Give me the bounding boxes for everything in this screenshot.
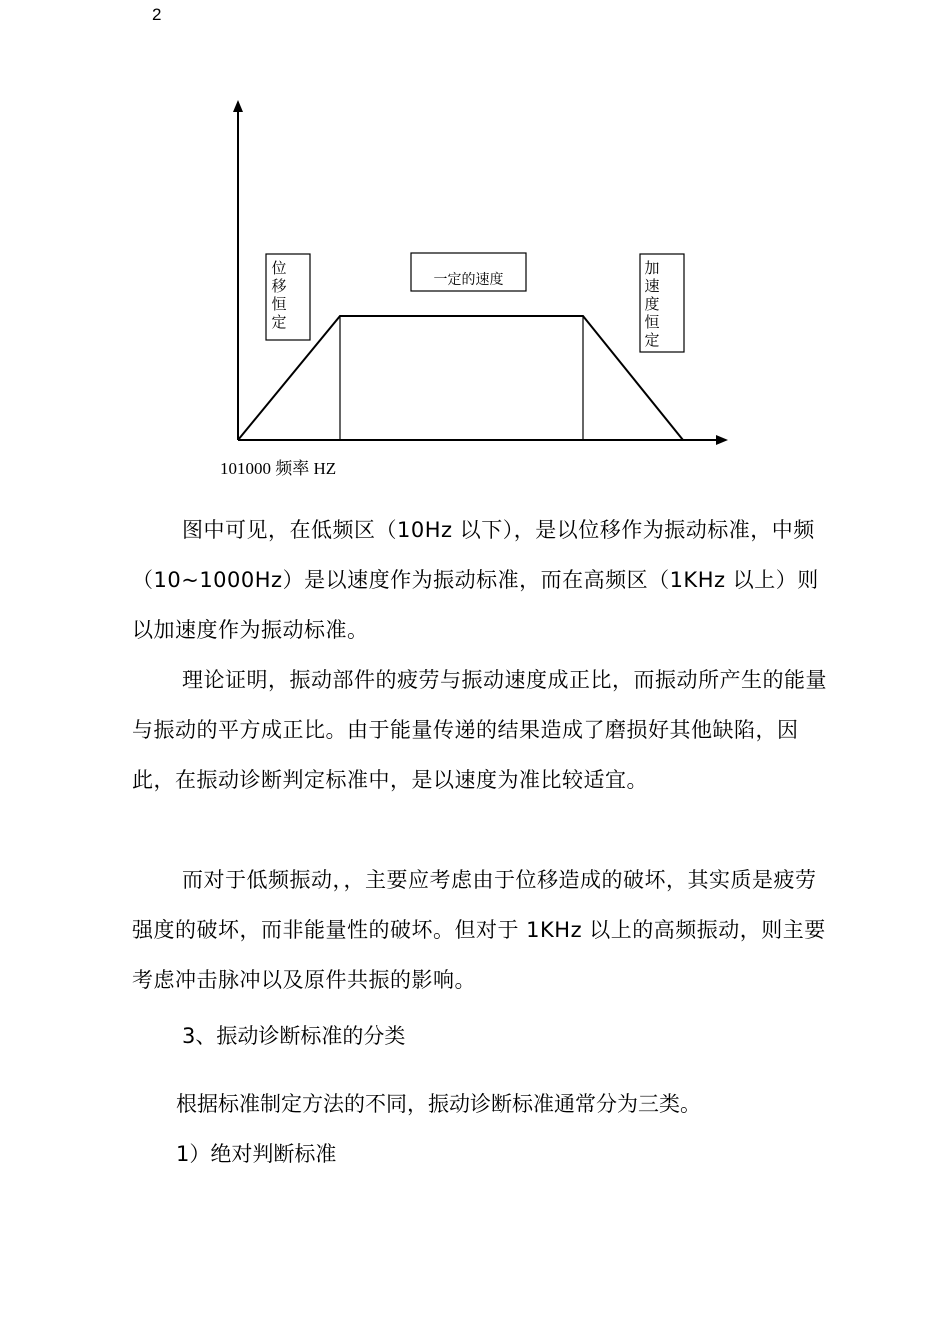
acceleration-label: 加 速 度 恒 定	[644, 259, 660, 349]
paragraph-low-frequency: 而对于低频振动，，主要应考虑由于位移造成的破坏，其实质是疲劳强度的破坏，而非能量性的破坏。但对于 1KHz 以上的高频振动，则主要考虑冲击脉冲以及原件共振的影响。	[132, 868, 826, 992]
list-item-absolute-standard: 1）绝对判断标准	[176, 1142, 337, 1166]
paragraph-theory: 理论证明，振动部件的疲劳与振动速度成正比，而振动所产生的能量与振动的平方成正比。由于能量传递的结果造成了磨损好其他缺陷，因此，在振动诊断判定标准中，是以速度为准比较适宜。	[132, 668, 827, 792]
section-heading-3: 3、振动诊断标准的分类	[182, 1024, 406, 1048]
y-axis-arrow	[233, 100, 243, 112]
standard-curve	[238, 316, 683, 440]
velocity-label: 一定的速度	[433, 272, 504, 288]
x-axis-arrow	[716, 435, 728, 445]
displacement-label: 位 移 恒 定	[271, 259, 287, 331]
paragraph-frequency-zones: 图中可见，在低频区（10Hz 以下），是以位移作为振动标准，中频（10~1000Hz）是以速度作为振动标准，而在高频区（1KHz 以上）则以加速度作为振动标准。	[132, 518, 819, 642]
paragraph-classification: 根据标准制定方法的不同，振动诊断标准通常分为三类。	[176, 1092, 701, 1116]
x-axis-caption: 101000 频率 HZ	[220, 459, 337, 478]
page-number: 2	[152, 5, 162, 24]
